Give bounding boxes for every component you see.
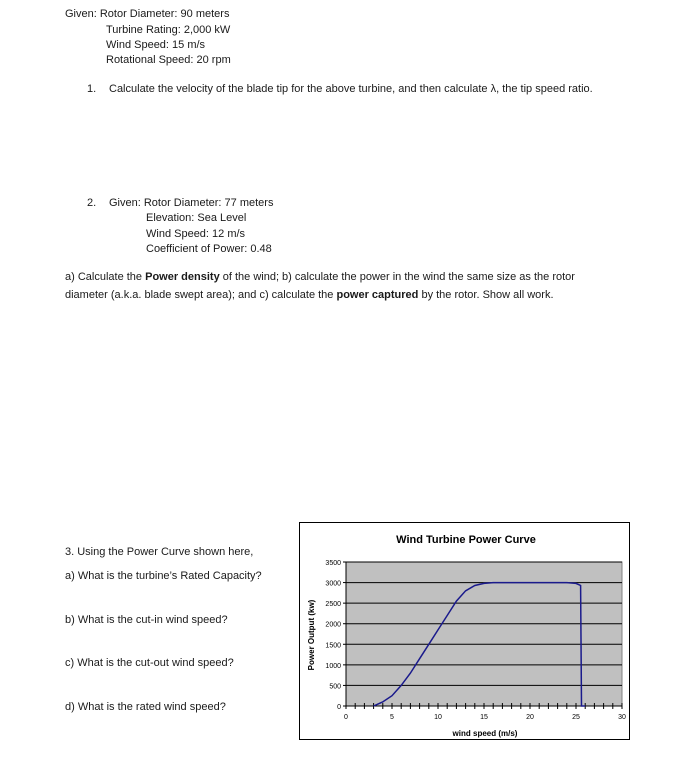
q3-d: d) What is the rated wind speed?	[65, 701, 226, 713]
chart-y-tick-label: 1500	[325, 642, 341, 650]
chart-y-tick-label: 0	[337, 704, 341, 711]
q2-cop: Coefficient of Power: 0.48	[146, 243, 272, 255]
power-curve-svg	[300, 523, 631, 741]
given1-line3: Wind Speed: 15 m/s	[106, 39, 206, 51]
given1-line1: Given: Rotor Diameter: 90 meters	[65, 8, 230, 20]
chart-x-tick-label: 25	[572, 714, 580, 721]
q2-number: 2.	[87, 197, 97, 209]
q1-number: 1.	[87, 83, 97, 95]
power-curve-chart	[299, 522, 630, 740]
q2-paragraph-line1: a) Calculate the Power density of the wind; b) calculate the power in the wind the same size as the rotor	[65, 271, 575, 283]
chart-x-tick-label: 10	[434, 714, 442, 721]
chart-x-tick-label: 0	[344, 714, 348, 721]
chart-y-axis-label: Power Output (kw)	[307, 599, 316, 671]
chart-y-tick-label: 3000	[325, 580, 341, 588]
chart-y-tick-label: 1000	[325, 662, 341, 670]
given1-line2: Turbine Rating: 2,000 kW	[106, 24, 231, 36]
chart-x-tick-label: 5	[390, 714, 394, 721]
q2-given: Given: Rotor Diameter: 77 meters	[109, 197, 274, 209]
chart-x-tick-label: 30	[618, 714, 626, 721]
q3-intro: 3. Using the Power Curve shown here,	[65, 546, 254, 558]
given1-line4: Rotational Speed: 20 rpm	[106, 54, 231, 66]
q2-wind: Wind Speed: 12 m/s	[146, 228, 246, 240]
chart-title: Wind Turbine Power Curve	[396, 534, 536, 546]
chart-x-axis-label: wind speed (m/s)	[452, 729, 518, 738]
chart-y-tick-label: 2500	[325, 601, 341, 609]
chart-x-tick-label: 20	[526, 714, 534, 721]
q2-elevation: Elevation: Sea Level	[146, 212, 247, 224]
q3-b: b) What is the cut-in wind speed?	[65, 614, 228, 626]
chart-x-tick-label: 15	[480, 714, 488, 721]
chart-y-tick-label: 500	[329, 683, 341, 691]
q1-text: Calculate the velocity of the blade tip for the above turbine, and then calculate λ, the tip speed ratio.	[109, 83, 593, 95]
q2-paragraph-line2: diameter (a.k.a. blade swept area); and c) calculate the power captured by the rotor. Show all work.	[65, 289, 554, 301]
q3-c: c) What is the cut-out wind speed?	[65, 657, 234, 669]
chart-y-tick-label: 3500	[325, 560, 341, 567]
q3-a: a) What is the turbine’s Rated Capacity?	[65, 570, 262, 582]
chart-y-tick-label: 2000	[325, 621, 341, 629]
